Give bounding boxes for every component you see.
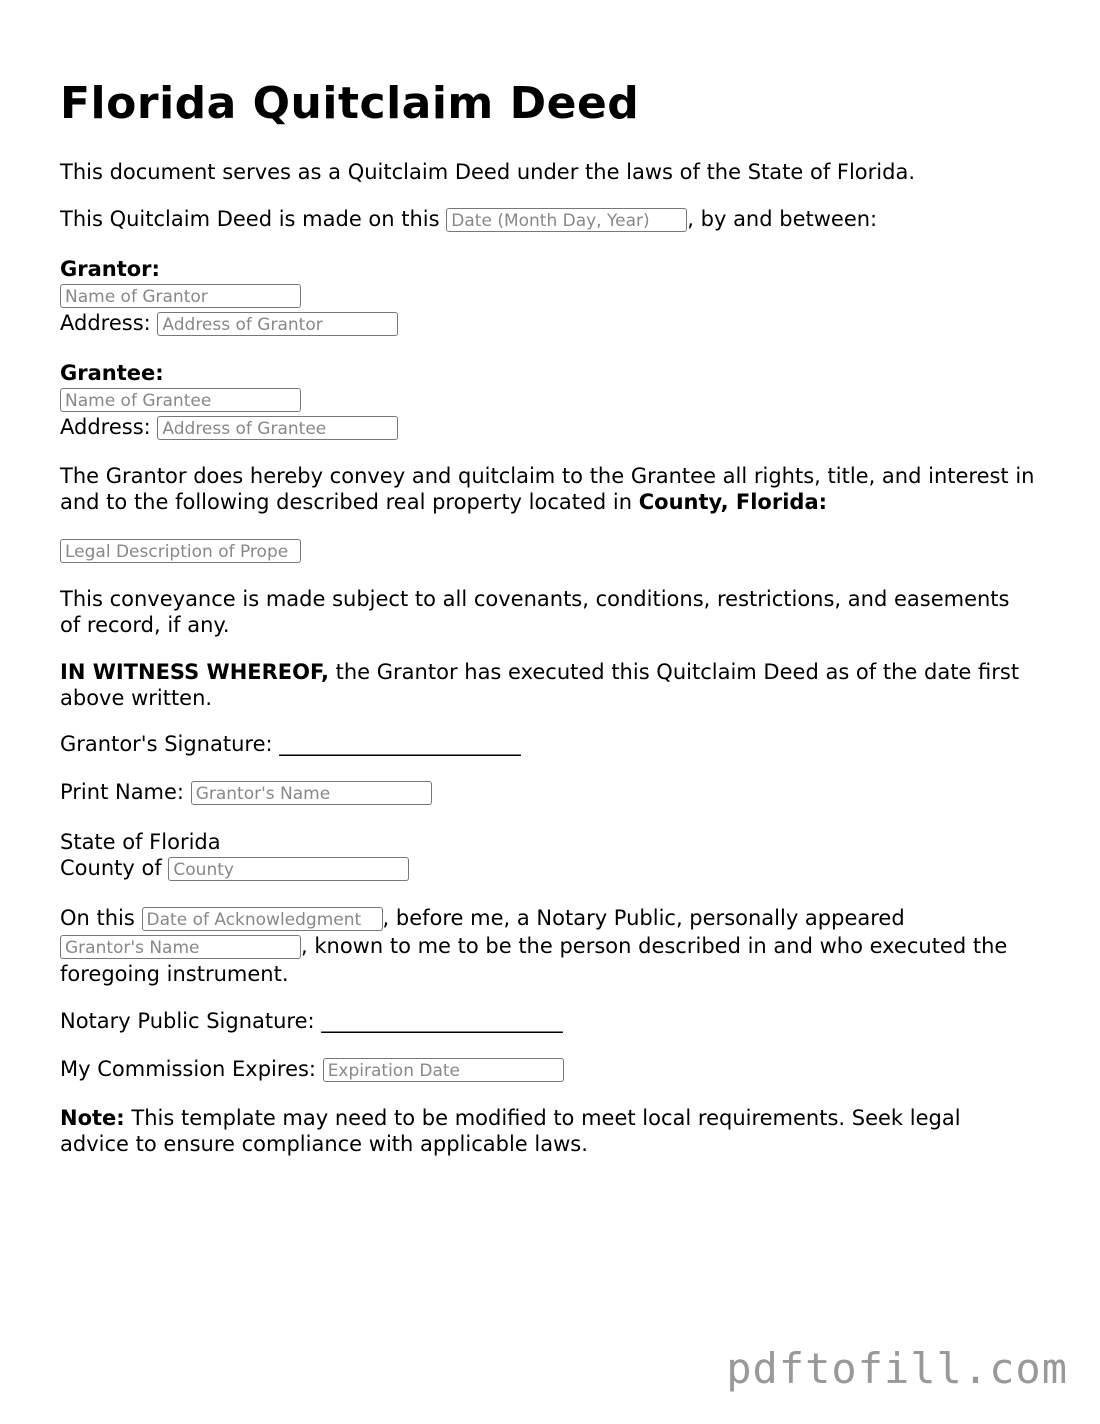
state-line: State of Florida <box>60 830 221 854</box>
grantee-name-line <box>60 386 301 412</box>
grantee-address-field[interactable]: Address of Grantee <box>157 416 398 440</box>
witness-paragraph: IN WITNESS WHEREOF, the Grantor has executed this Quitclaim Deed as of the date first above written. <box>60 660 1020 710</box>
commission-line <box>60 1056 564 1082</box>
legal-description-line <box>60 537 301 563</box>
grantee-heading: Grantee: <box>60 361 164 385</box>
county-label: County of <box>60 856 162 880</box>
note-paragraph: Note: This template may need to be modified to meet local requirements. Seek legal advice to ensure compliance with applicable laws. <box>60 1106 961 1156</box>
grantor-signature-line: Grantor's Signature: _______________________ <box>60 732 521 756</box>
made-on-line <box>60 206 877 232</box>
grantor-address-field[interactable]: Address of Grantor <box>157 312 398 336</box>
subject-to-paragraph: This conveyance is made subject to all covenants, conditions, restrictions, and easements of record, if any. <box>60 587 1010 637</box>
made-on-suffix: , by and between: <box>687 207 878 231</box>
grantee-address-label: Address: <box>60 415 151 439</box>
print-name-field[interactable]: Grantor's Name <box>191 781 432 805</box>
county-line <box>60 855 409 881</box>
legal-description-field[interactable]: Legal Description of Prope <box>60 539 301 563</box>
commission-expiration-field[interactable]: Expiration Date <box>323 1058 564 1082</box>
print-name-line <box>60 779 432 805</box>
print-name-label: Print Name: <box>60 780 185 804</box>
grantee-name-field[interactable]: Name of Grantee <box>60 388 301 412</box>
county-field[interactable]: County <box>168 857 409 881</box>
page-title: Florida Quitclaim Deed <box>60 78 640 129</box>
commission-label: My Commission Expires: <box>60 1057 316 1081</box>
made-on-prefix: This Quitclaim Deed is made on this <box>60 207 440 231</box>
grantor-address-line <box>60 310 398 336</box>
acknowledgment-line-3: foregoing instrument. <box>60 962 289 986</box>
grantor-heading: Grantor: <box>60 257 160 281</box>
grantee-address-line <box>60 414 398 440</box>
watermark: pdftofill.com <box>726 1344 1068 1393</box>
grantor-name-line <box>60 282 301 308</box>
notary-signature-line: Notary Public Signature: _______________________ <box>60 1009 563 1033</box>
acknowledgment-line-2: Grantor's Name , known to me to be the person described in and who executed the <box>60 933 1007 959</box>
convey-paragraph: The Grantor does hereby convey and quitclaim to the Grantee all rights, title, and interest in and to the following described real property located in County, Florida: <box>60 464 1035 514</box>
grantor-name-field[interactable]: Name of Grantor <box>60 284 301 308</box>
acknowledgment-line-1: On this Date of Acknowledgment , before me, a Notary Public, personally appeared <box>60 906 905 930</box>
intro-text: This document serves as a Quitclaim Deed under the laws of the State of Florida. <box>60 160 915 184</box>
grantor-address-label: Address: <box>60 311 151 335</box>
acknowledgment-name-field[interactable]: Grantor's Name <box>60 935 301 959</box>
deed-date-field[interactable]: Date (Month Day, Year) <box>446 208 687 232</box>
acknowledgment-date-field[interactable]: Date of Acknowledgment <box>142 907 383 931</box>
